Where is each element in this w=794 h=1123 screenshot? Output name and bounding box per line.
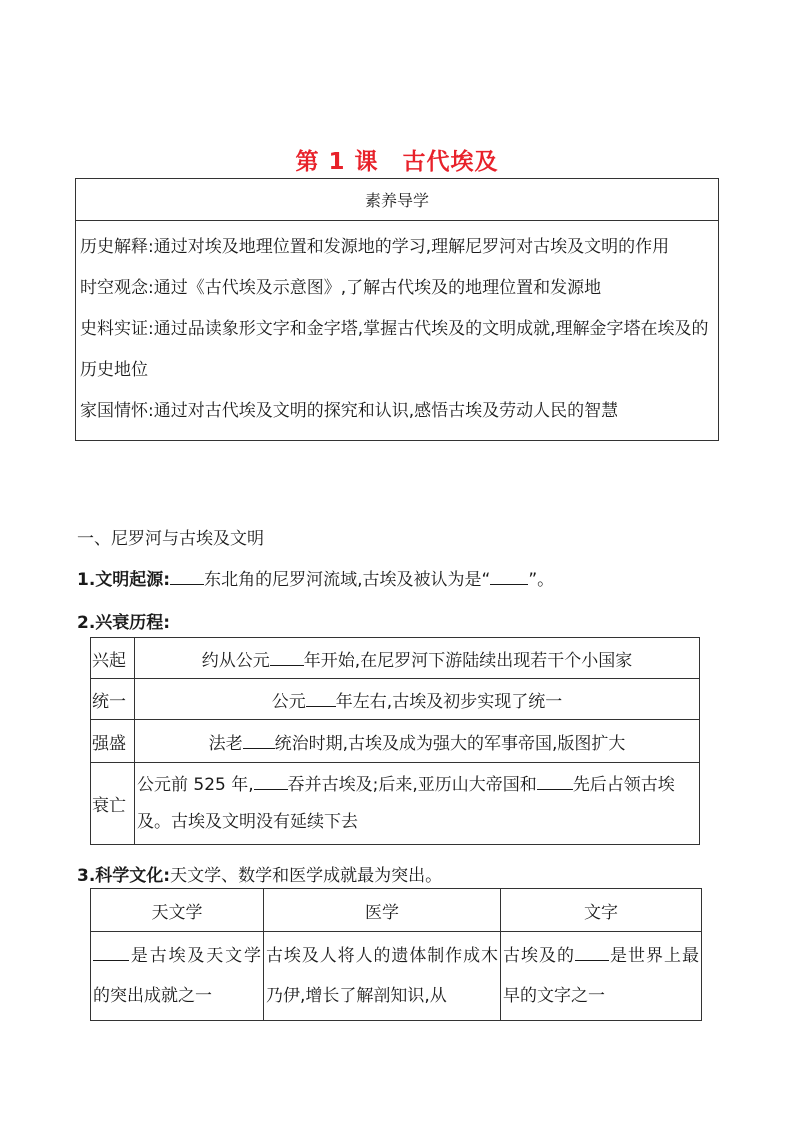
culture-table [90,888,702,1021]
stage-content [135,679,700,720]
column-header: 文字 [501,889,702,932]
cell-text: 年开始,在尼罗河下游陆续出现若干个小国家 [303,650,633,671]
writing-cell [501,932,702,1021]
cell-text: 公元 [271,691,306,712]
question-text: ”。 [528,570,555,590]
question-text: 东北角的尼罗河流域,古埃及被认为是“ [204,570,491,590]
cell-text: 是古埃及天文学的突出成就之一 [93,946,261,1006]
fill-blank[interactable] [93,945,129,961]
fill-blank[interactable] [270,650,304,666]
cell-text: 约从公元 [201,650,270,671]
question-history [77,608,170,633]
cell-text: 年左右,古埃及初步实现了统一 [335,691,563,712]
literacy-item: 时空观念:通过《古代埃及示意图》,了解古代埃及的地理位置和发源地 [80,278,602,298]
table-row [91,720,700,763]
literacy-item: 历史解释:通过对埃及地理位置和发源地的学习,理解尼罗河对古埃及文明的作用 [80,237,670,257]
cell-text: 公元前 525 年, [137,774,254,795]
question-origin [77,565,554,590]
lesson-number: 第 1 课 [295,149,379,175]
stage-label: 统一 [91,679,135,720]
cell-text: 是世界上最早的文字之一 [503,946,699,1006]
cell-text: 古埃及的 [503,946,575,966]
question-label: 3.科学文化: [77,866,171,886]
fill-blank[interactable] [537,774,573,790]
history-table [90,637,700,845]
question-text: 天文学、数学和医学成就最为突出。 [170,866,443,886]
question-label: 1.文明起源: [77,570,171,590]
literacy-body [76,221,719,441]
fill-blank[interactable] [254,774,288,790]
table-row [91,763,700,845]
lesson-title [0,143,794,176]
question-culture [77,861,442,886]
question-label: 2.兴衰历程: [77,613,171,633]
section-heading: 一、尼罗河与古埃及文明 [77,529,264,549]
astronomy-cell [91,932,264,1021]
stage-label: 兴起 [91,638,135,679]
literacy-header: 素养导学 [76,179,719,221]
cell-text: 法老 [208,733,243,754]
table-row [91,932,702,1021]
stage-label: 强盛 [91,720,135,763]
cell-text: 先后占领古埃及。古埃及文明没有延续下去 [137,774,675,832]
cell-text: 古埃及人将人的遗体制作成木乃伊,增长了解剖知识,从 [266,946,498,1006]
stage-label: 衰亡 [91,763,135,845]
literacy-item: 家国情怀:通过对古代埃及文明的探究和认识,感悟古埃及劳动人民的智慧 [80,401,619,421]
column-header: 医学 [264,889,501,932]
table-row [91,638,700,679]
fill-blank[interactable] [170,569,204,585]
fill-blank[interactable] [243,733,275,749]
table-row [91,679,700,720]
fill-blank[interactable] [306,691,336,707]
literacy-table [75,178,719,441]
lesson-name: 古代埃及 [402,149,499,175]
cell-text: 统治时期,古埃及成为强大的军事帝国,版图扩大 [274,733,626,754]
table-header-row [91,889,702,932]
medicine-cell [264,932,501,1021]
stage-content [135,638,700,679]
stage-content [135,720,700,763]
stage-content [135,763,700,845]
column-header: 天文学 [91,889,264,932]
fill-blank[interactable] [575,945,609,961]
fill-blank[interactable] [490,569,528,585]
cell-text: 吞并古埃及;后来,亚历山大帝国和 [287,774,537,795]
literacy-item: 史料实证:通过品读象形文字和金字塔,掌握古代埃及的文明成就,理解金字塔在埃及的历史地位 [80,319,709,380]
